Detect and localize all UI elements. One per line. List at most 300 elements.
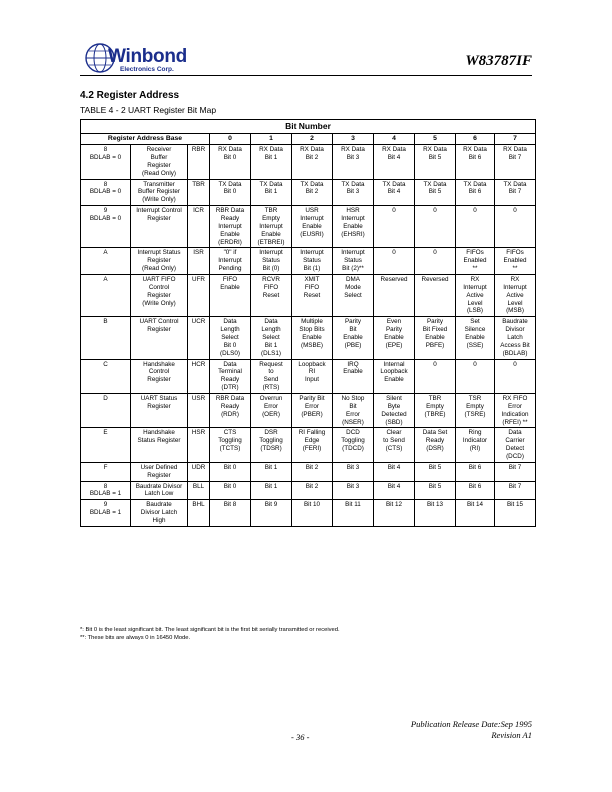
cell-line: Reset (303, 291, 321, 299)
footnote: **: These bits are always 0 in 16450 Mode. (80, 635, 191, 642)
cell-line: Bit 7 (508, 482, 522, 490)
cell-line: TX Data (218, 180, 242, 188)
cell-line: Bit 0 (223, 153, 237, 161)
column-header-bit: 5 (415, 133, 456, 144)
bit-cell (333, 317, 374, 359)
cell-line: Baudrate (146, 501, 172, 509)
bit-cell (333, 359, 374, 393)
cell-line: Status (262, 257, 280, 265)
cell-line: to Send (383, 437, 405, 445)
column-header-bit: 1 (251, 133, 292, 144)
cell-line: Control (148, 368, 170, 376)
cell-line: RX Data (341, 146, 365, 154)
cell-line: Detected (381, 410, 407, 418)
bit-cell (251, 317, 292, 359)
table-row (81, 481, 536, 500)
cell-line: TX Data (503, 180, 527, 188)
address-cell (81, 359, 131, 393)
footnote: *: Bit 0 is the least significant bit. The least significant bit is the first bit serially transmitted or received. (80, 627, 340, 633)
cell-line: RX (470, 276, 480, 283)
column-header-bit: 4 (374, 133, 415, 144)
cell-line: 9 (103, 207, 108, 215)
bit-cell (292, 359, 333, 393)
cell-line: Request (259, 360, 283, 368)
cell-line: Set (470, 318, 480, 326)
cell-line: 9 (103, 501, 108, 509)
bit-cell (292, 394, 333, 428)
cell-line: Empty (262, 214, 280, 222)
cell-line: FIFO (263, 283, 279, 291)
cell-line: Bit 5 (428, 482, 442, 490)
cell-line: Enable (343, 222, 363, 230)
bit-cell (333, 394, 374, 428)
cell-line: Level (467, 299, 483, 307)
bit-cell (456, 248, 495, 275)
cell-line: D (103, 395, 108, 403)
cell-line: (TSRE) (464, 410, 486, 418)
register-name-cell (131, 394, 188, 428)
cell-line: C (103, 360, 108, 368)
cell-line: TX Data (382, 180, 406, 188)
cell-line: UART FIFO (142, 276, 176, 283)
bit-cell (251, 481, 292, 500)
cell-line: Active (506, 291, 524, 299)
cell-line: Bit 1 (264, 463, 278, 471)
table-row (81, 359, 536, 393)
cell-line: Enable (384, 376, 404, 384)
bit-cell (374, 206, 415, 248)
cell-line: PBFE) (425, 341, 445, 349)
bit-cell (210, 145, 251, 179)
cell-line: Divisor (505, 326, 525, 334)
cell-line: Bit 10 (303, 501, 321, 509)
uart-register-table (80, 119, 536, 527)
bit-cell (292, 179, 333, 206)
bit-cell (415, 248, 456, 275)
cell-line: Bit 1 (264, 482, 278, 490)
bit-cell (210, 275, 251, 317)
cell-line: Bit 5 (428, 153, 442, 161)
cell-line: Bit 15 (506, 501, 524, 509)
cell-line: (Write Only) (142, 196, 176, 204)
bit-cell (292, 275, 333, 317)
table-row (81, 179, 536, 206)
cell-line: Bit 8 (223, 501, 237, 509)
cell-line: (SSE) (466, 341, 484, 349)
cell-line: Divisor Latch (140, 509, 178, 517)
cell-line: Reversed (421, 276, 449, 283)
cell-line: TBR (428, 395, 442, 403)
cell-line: Interrupt (503, 283, 527, 291)
cell-line: Bit 2 (305, 463, 319, 471)
cell-line: Enable (261, 230, 281, 238)
column-header-bit: 2 (292, 133, 333, 144)
cell-line: TX Data (423, 180, 447, 188)
bit-cell (456, 145, 495, 179)
table-row (81, 428, 536, 462)
address-cell (81, 248, 131, 275)
cell-line: Transmitter (143, 180, 175, 188)
cell-line: Stop Bits (299, 326, 325, 334)
bit-cell (333, 145, 374, 179)
cell-line: Active (466, 291, 484, 299)
cell-line: Empty (426, 402, 444, 410)
brand-subtitle: Electronics Corp. (120, 66, 174, 73)
cell-line: (SBD) (385, 418, 403, 426)
bit-cell (210, 248, 251, 275)
cell-line: HSR (346, 207, 360, 215)
cell-line: Parity (385, 326, 403, 334)
column-header-address: Register Address Base (81, 133, 210, 144)
cell-line: Bit 13 (426, 501, 444, 509)
cell-line: Detect (505, 445, 525, 453)
bit-cell (374, 248, 415, 275)
cell-line: Send (263, 376, 279, 384)
register-abbr-cell: HCR (188, 359, 210, 393)
bit-cell (374, 145, 415, 179)
bit-cell (495, 275, 536, 317)
cell-line: Error (508, 402, 522, 410)
cell-line: Interrupt (341, 214, 365, 222)
cell-line: Ready (425, 437, 445, 445)
bit-cell (210, 359, 251, 393)
cell-line: (LSB) (466, 307, 484, 315)
cell-line: Interrupt Status (137, 249, 181, 257)
register-abbr-cell: ICR (188, 206, 210, 248)
bit-cell (251, 145, 292, 179)
cell-line: (EHSRI) (341, 230, 365, 238)
bit-cell (495, 462, 536, 481)
bit-cell (456, 206, 495, 248)
cell-line: Empty (466, 402, 484, 410)
table-row (81, 145, 536, 179)
cell-line: Register (147, 214, 171, 222)
bit-cell (292, 500, 333, 527)
bit-cell (456, 275, 495, 317)
cell-line: Indicator (462, 437, 488, 445)
cell-line: (PBE) (344, 341, 362, 349)
cell-line: "0" if (223, 249, 237, 257)
register-name-cell (131, 462, 188, 481)
cell-line: Control (148, 283, 170, 291)
bit-cell (251, 500, 292, 527)
cell-line: Interrupt (463, 283, 487, 291)
cell-line: Bit 6 (468, 188, 482, 196)
cell-line: Data (264, 318, 278, 326)
cell-line: Internal (383, 360, 405, 368)
bit-cell (292, 317, 333, 359)
cell-line: (MSBE) (300, 341, 324, 349)
cell-line: 0 (513, 360, 517, 368)
cell-line: RX Data (423, 146, 447, 154)
cell-line: A (103, 249, 108, 257)
bit-cell (415, 481, 456, 500)
column-header-bit: 3 (333, 133, 374, 144)
cell-line: Terminal (218, 368, 242, 376)
cell-line: Length (261, 326, 281, 334)
cell-line: RX (510, 276, 520, 283)
cell-line: TSR (468, 395, 482, 403)
cell-line: (RFEI) ** (502, 418, 528, 426)
register-abbr-cell: HSR (188, 428, 210, 462)
cell-line: (RDR) (221, 410, 239, 418)
cell-line: Interrupt Control (136, 207, 182, 215)
cell-line: (DTR) (221, 384, 239, 392)
register-name-cell (131, 206, 188, 248)
cell-line: Data (223, 318, 237, 326)
address-cell (81, 145, 131, 179)
bit-cell (415, 500, 456, 527)
cell-line: Data (223, 360, 237, 368)
cell-line: BDLAB = 1 (89, 490, 122, 498)
table-row (81, 462, 536, 481)
cell-line: CTS (223, 429, 237, 437)
cell-line: Bit 3 (346, 188, 360, 196)
cell-line: Enable (220, 283, 240, 291)
cell-line: F (103, 463, 108, 471)
cell-line: 0 (473, 207, 477, 215)
bit-cell (251, 179, 292, 206)
cell-line: Interrupt (259, 222, 283, 230)
cell-line: DSR (264, 429, 278, 437)
address-cell (81, 206, 131, 248)
cell-line: (Write Only) (142, 299, 176, 307)
bit-cell (374, 179, 415, 206)
winbond-logo (84, 42, 187, 76)
cell-line: Receiver (146, 146, 172, 154)
bit-cell (251, 394, 292, 428)
cell-line: Data Set (422, 429, 448, 437)
cell-line: Toggling (341, 437, 365, 445)
publication-date: Publication Release Date:Sep 1995 (410, 719, 532, 729)
cell-line: TBR (264, 207, 278, 215)
bit-cell (333, 462, 374, 481)
cell-line: B (103, 318, 108, 326)
cell-line: 0 (433, 360, 437, 368)
bit-cell (333, 275, 374, 317)
bit-cell (495, 206, 536, 248)
table-row (81, 394, 536, 428)
register-abbr-cell: UCR (188, 317, 210, 359)
bit-cell (415, 275, 456, 317)
address-cell (81, 462, 131, 481)
register-abbr-cell: RBR (188, 145, 210, 179)
bit-cell (415, 359, 456, 393)
table-row (81, 248, 536, 275)
cell-line: Error (264, 402, 278, 410)
cell-line: Byte (387, 402, 401, 410)
cell-line: FIFOs (506, 249, 524, 257)
cell-line: Bit 12 (385, 501, 403, 509)
cell-line: Access Bit (500, 341, 530, 349)
bit-cell (251, 462, 292, 481)
cell-line: 8 (103, 146, 108, 154)
cell-line: FIFO (304, 283, 320, 291)
cell-line: (FERI) (302, 445, 322, 453)
cell-line: 0 (513, 207, 517, 215)
register-abbr-cell: UDR (188, 462, 210, 481)
cell-line: Bit 1 (264, 153, 278, 161)
cell-line: Ready (220, 214, 240, 222)
cell-line: RCVR (262, 276, 280, 283)
cell-line: Clear (386, 429, 402, 437)
cell-line: DMA (346, 276, 360, 283)
cell-line: BDLAB = 1 (89, 509, 122, 517)
bit-cell (495, 481, 536, 500)
cell-line: Handshake (143, 360, 175, 368)
cell-line: Error (305, 402, 319, 410)
address-cell (81, 394, 131, 428)
cell-line: Parity (426, 318, 444, 326)
cell-line: IRQ (347, 360, 359, 368)
cell-line: Bit 6 (468, 153, 482, 161)
cell-line: Bit 3 (346, 153, 360, 161)
cell-line: Ready (220, 376, 240, 384)
cell-line: Parity Bit (299, 395, 325, 403)
cell-line: RX Data (218, 146, 242, 154)
table-row (81, 275, 536, 317)
cell-line: Bit 4 (387, 482, 401, 490)
register-abbr-cell: ISR (188, 248, 210, 275)
cell-line: Silent (386, 395, 402, 403)
cell-line: 0 (473, 360, 477, 368)
bit-cell (415, 462, 456, 481)
cell-line: RX Data (300, 146, 324, 154)
bit-cell (210, 394, 251, 428)
cell-line: Select (262, 334, 280, 342)
cell-line: Enable (302, 334, 322, 342)
cell-line: Bit 5 (428, 188, 442, 196)
bit-cell (374, 359, 415, 393)
cell-line: Bit 1 (264, 341, 278, 349)
register-name-cell (131, 359, 188, 393)
address-cell (81, 428, 131, 462)
cell-line: Length (220, 326, 240, 334)
bit-cell (292, 206, 333, 248)
bit-cell (210, 462, 251, 481)
cell-line: Select (344, 291, 362, 299)
cell-line: FIFOs (466, 249, 484, 257)
cell-line: USR (305, 207, 319, 215)
bit-cell (456, 428, 495, 462)
cell-line: Register (147, 402, 171, 410)
bit-cell (333, 179, 374, 206)
cell-line: Bit 6 (468, 482, 482, 490)
cell-line: Input (304, 376, 319, 384)
cell-line: Bit (349, 326, 357, 334)
revision: Revision A1 (491, 730, 532, 741)
bit-cell (333, 481, 374, 500)
cell-line: (Read Only) (142, 169, 176, 177)
cell-line: Bit 0 (223, 482, 237, 490)
cell-line: Buffer (150, 153, 168, 161)
bit-cell (374, 317, 415, 359)
address-cell (81, 179, 131, 206)
section-title: 4.2 Register Address (80, 90, 180, 101)
cell-line: RX Data (463, 146, 487, 154)
cell-line: Enable (220, 230, 240, 238)
cell-line: FIFO (222, 276, 238, 283)
bit-cell (456, 481, 495, 500)
cell-line: (OER) (262, 410, 280, 418)
cell-line: High (152, 517, 166, 525)
bit-cell (333, 428, 374, 462)
cell-line: Bit 2 (305, 188, 319, 196)
cell-line: Register (147, 471, 171, 479)
bit-cell (292, 428, 333, 462)
cell-line: (PBER) (301, 410, 323, 418)
cell-line: RX FIFO (502, 395, 528, 403)
cell-line: Ring (468, 429, 482, 437)
bit-cell (415, 394, 456, 428)
bit-cell (333, 206, 374, 248)
cell-line: RX Data (503, 146, 527, 154)
address-cell (81, 500, 131, 527)
cell-line: Parity (344, 318, 362, 326)
cell-line: Reset (262, 291, 280, 299)
cell-line: Interrupt (259, 249, 283, 257)
cell-line: Loopback (380, 368, 408, 376)
cell-line: Register (147, 376, 171, 384)
bit-cell (456, 500, 495, 527)
cell-line: Select (221, 334, 239, 342)
cell-line: BDLAB = 0 (89, 188, 122, 196)
cell-line: E (103, 429, 108, 437)
cell-line: Toggling (259, 437, 283, 445)
cell-line: Overrun (259, 395, 283, 403)
register-name-cell (131, 481, 188, 500)
cell-line: Even (386, 318, 402, 326)
cell-line: RI (308, 368, 316, 376)
cell-line: Multiple (301, 318, 323, 326)
cell-line: 0 (392, 207, 396, 215)
cell-line: TX Data (259, 180, 283, 188)
bit-cell (251, 248, 292, 275)
cell-line: Status (303, 257, 321, 265)
cell-line: Interrupt (300, 249, 324, 257)
cell-line: Bit 3 (346, 482, 360, 490)
cell-line: Register (147, 257, 171, 265)
cell-line: XMIT (304, 276, 320, 283)
cell-line: Carrier (505, 437, 525, 445)
bit-cell (495, 428, 536, 462)
cell-line: Data (508, 429, 522, 437)
bit-cell (374, 428, 415, 462)
register-name-cell (131, 248, 188, 275)
cell-line: Toggling (218, 437, 242, 445)
cell-line: (DLS1) (261, 349, 281, 357)
cell-line: ** (512, 265, 518, 273)
cell-line: Enable (343, 368, 363, 376)
bit-cell (495, 248, 536, 275)
bit-cell (251, 206, 292, 248)
cell-line: 0 (433, 249, 437, 257)
cell-line: Bit 11 (345, 501, 361, 509)
address-cell (81, 481, 131, 500)
cell-line: Enable (343, 334, 363, 342)
cell-line: Interrupt (341, 249, 365, 257)
bit-cell (456, 179, 495, 206)
cell-line: Level (507, 299, 523, 307)
bit-cell (333, 500, 374, 527)
bit-cell (415, 428, 456, 462)
bit-cell (456, 359, 495, 393)
register-name-cell (131, 275, 188, 317)
cell-line: Bit (0) (262, 265, 280, 273)
cell-line: Bit (1) (303, 265, 321, 273)
bit-cell (456, 462, 495, 481)
cell-line: Ready (220, 402, 240, 410)
